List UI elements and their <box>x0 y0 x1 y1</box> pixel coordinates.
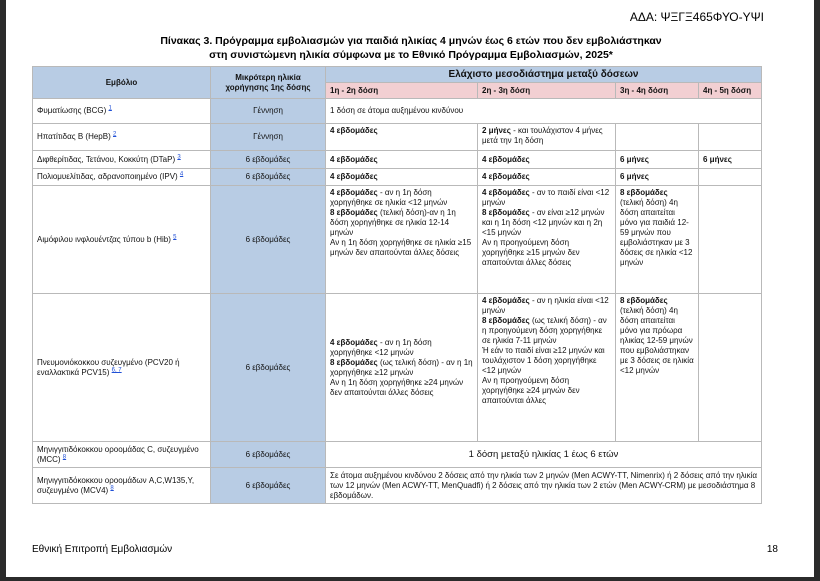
interval-cell: 6 μήνες <box>699 151 762 169</box>
interval-cell: 4 εβδομάδες <box>326 151 478 169</box>
interval-cell: 8 εβδομάδες (τελική δόση) 4η δόση απαιτείται μόνο για πρόωρα ηλικίας 12-59 μηνών που εμβολιάστηκαν με 3 δόσεις σε ηλικία <12 μηνών <box>616 294 699 442</box>
vaccine-name: Πολιομυελίτιδας, αδρανοποιημένο (IPV) $^4$ <box>33 169 211 186</box>
min-age: 6 εβδομάδες <box>211 169 326 186</box>
footnote-link[interactable]: 1 <box>108 105 112 112</box>
title-line-1: Πίνακας 3. Πρόγραμμα εμβολιασμών για παιδιά ηλικίας 4 μηνών έως 6 ετών που δεν εμβολιάστηκαν <box>160 35 662 47</box>
interval-cell: 1 δόση σε άτομα αυξημένου κινδύνου <box>326 99 762 124</box>
footnote-link[interactable]: 8 <box>110 484 114 491</box>
table-row <box>33 186 762 294</box>
page-title <box>26 34 796 62</box>
min-age: 6 εβδομάδες <box>211 186 326 294</box>
min-age: 6 εβδομάδες <box>211 468 326 504</box>
interval-cell: 4 εβδομάδες - αν η 1η δόση χορηγήθηκε σε ηλικία <12 μηνών 8 εβδομάδες (τελική δόση)-αν η 1η δόση χορηγήθηκε σε ηλικία 12-14 μηνών Αν η 1η δόση χορηγήθηκε σε ηλικία ≥15 μηνών δεν απαιτούνται άλλες δόσεις <box>326 186 478 294</box>
table-row <box>33 169 762 186</box>
interval-cell: 1 δόση μεταξύ ηλικίας 1 έως 6 ετών <box>326 442 762 468</box>
min-age: 6 εβδομάδες <box>211 442 326 468</box>
interval-cell: 2 μήνες - και τουλάχιστον 4 μήνες μετά την 1η δόση <box>478 124 616 151</box>
header-interval: Ελάχιστο μεσοδιάστημα μεταξύ δόσεων <box>326 67 762 83</box>
interval-cell <box>699 186 762 294</box>
footnote-link[interactable]: 6, 7 <box>111 366 122 373</box>
ada-code: ΑΔΑ: ΨΞΓΞ465ΦΥΟ-ΥΨΙ <box>629 10 764 24</box>
table-row <box>33 99 762 124</box>
header-dose-3-4: 3η - 4η δόση <box>616 83 699 99</box>
interval-cell: 6 μήνες <box>616 169 699 186</box>
interval-cell <box>616 124 699 151</box>
min-age: 6 εβδομάδες <box>211 151 326 169</box>
header-dose-4-5: 4η - 5η δόση <box>699 83 762 99</box>
interval-cell <box>699 124 762 151</box>
vaccine-name: Ηπατίτιδας Β (ΗepB) $^2$ <box>33 124 211 151</box>
interval-cell: 4 εβδομάδες <box>326 169 478 186</box>
header-dose-2-3: 2η - 3η δόση <box>478 83 616 99</box>
title-line-2: στη συνιστώμενη ηλικία σύμφωνα με το Εθνικό Πρόγραμμα Εμβολιασμών, 2025* <box>209 49 613 61</box>
min-age: Γέννηση <box>211 99 326 124</box>
footnote-link[interactable]: 3 <box>177 153 181 160</box>
interval-cell: 8 εβδομάδες (τελική δόση) 4η δόση απαιτείται μόνο για παιδιά 12-59 μηνών που εμβολιάστηκαν με 3 δόσεις σε ηλικία <12 μηνών <box>616 186 699 294</box>
table-row <box>33 468 762 504</box>
table-row <box>33 294 762 442</box>
min-age: 6 εβδομάδες <box>211 294 326 442</box>
interval-cell: 4 εβδομάδες - αν η 1η δόση χορηγήθηκε <12 μηνών 8 εβδομάδες (ως τελική δόση) - αν η 1η χορηγήθηκε ≥12 μηνών Αν η 1η δόση χορηγήθηκε ≥24 μηνών δεν απαιτούνται άλλες δόσεις <box>326 294 478 442</box>
header-dose-1-2: 1η - 2η δόση <box>326 83 478 99</box>
footnote-link[interactable]: 2 <box>112 131 117 138</box>
vaccine-name: Πνευμονιόκοκκου συζευγμένο (PCV20 ή εναλλακτικά PCV15) $^{6, 7}$ <box>33 294 211 442</box>
vaccine-name: Αιμόφιλου ινφλουέντζας τύπου b (Hib) $^5$ <box>33 186 211 294</box>
table-row <box>33 151 762 169</box>
table-row <box>33 442 762 468</box>
footnote-link[interactable]: 5 <box>173 233 177 240</box>
interval-cell: 6 μήνες <box>616 151 699 169</box>
min-age: Γέννηση <box>211 124 326 151</box>
footer-text: Εθνική Επιτροπή Εμβολιασμών <box>32 544 173 555</box>
footnote-link[interactable]: 8 <box>62 453 67 460</box>
interval-cell: Σε άτομα αυξημένου κινδύνου 2 δόσεις από την ηλικία των 2 μηνών (Men ACWY-TT, Nimenrix) ή 2 δόσεις από την ηλικία των 12 μηνών (Men ACWY-TT, MenQuadfi) ή 2 δόσεις από την ηλικία των 2 ετών (Men ACWY-CRM) με μεσοδιάστημα 8 εβδομάδων. <box>326 468 762 504</box>
header-min-age: Μικρότερη ηλικία χορήγησης 1ης δόσης <box>211 67 326 99</box>
footnote-link[interactable]: 4 <box>179 171 184 178</box>
interval-cell: 4 εβδομάδες - αν η ηλικία είναι <12 μηνών 8 εβδομάδες (ως τελική δόση) - αν η προηγούμενη δόση χορηγήθηκε σε ηλικία 7-11 μηνών Ή εάν το παιδί είναι ≥12 μηνών και τουλάχιστον 1 δόση χορηγήθηκε <12 μηνών Αν η προηγούμενη δόση χορηγήθηκε ≥24 μηνών δεν απαιτούνται άλλες <box>478 294 616 442</box>
page-number: 18 <box>766 544 778 555</box>
interval-cell <box>699 294 762 442</box>
interval-cell: 4 εβδομάδες <box>478 151 616 169</box>
header-vaccine: Εμβόλιο <box>33 67 211 99</box>
interval-cell: 4 εβδομάδες <box>478 169 616 186</box>
vaccine-name: Μηνιγγιτιδόκοκκου οροομάδων A,C,W135,Y, συζευγμένο (MCV4) $^8$ <box>33 468 211 504</box>
table-row <box>33 124 762 151</box>
document-page <box>6 0 814 577</box>
interval-cell: 4 εβδομάδες <box>326 124 478 151</box>
vaccine-name: Διφθερίτιδας, Τετάνου, Κοκκύτη (DTaP) $^3$ <box>33 151 211 169</box>
vaccine-name: Μηνιγγιτιδόκοκκου οροομάδας C, συζευγμένο (MCC) $^8$ <box>33 442 211 468</box>
vaccine-name: Φυματίωσης (BCG) $^1$ <box>33 99 211 124</box>
vaccination-table <box>32 66 762 504</box>
interval-cell <box>699 169 762 186</box>
interval-cell: 4 εβδομάδες - αν το παιδί είναι <12 μηνών 8 εβδομάδες - αν είναι ≥12 μηνών και η 1η δόση <12 μηνών και η 2η <15 μηνών Αν η προηγούμενη δόση χορηγήθηκε ≥15 μηνών δεν απαιτούνται άλλες δόσεις <box>478 186 616 294</box>
